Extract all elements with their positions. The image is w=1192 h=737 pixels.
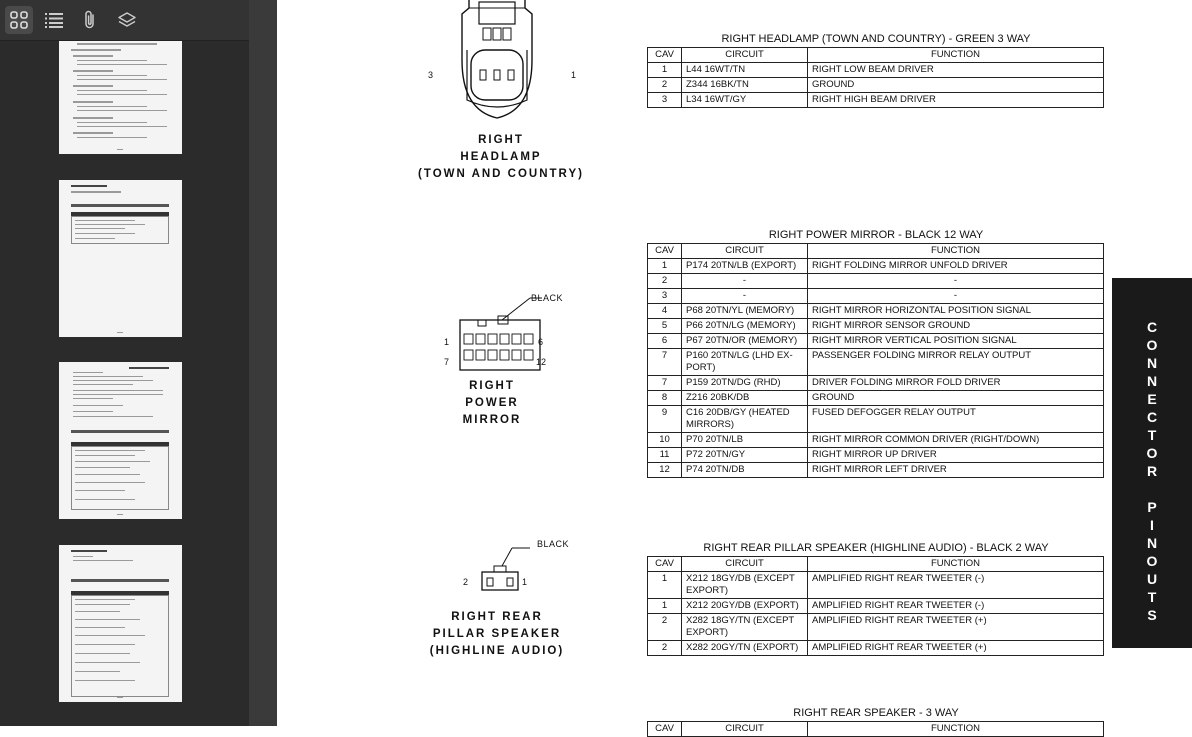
side-tab-word: P I N O U T S <box>1146 499 1158 623</box>
connector-title: RIGHT POWER MIRROR - BLACK 12 WAY <box>768 229 984 241</box>
cavity-cell: 12 <box>648 463 682 478</box>
column-header: CIRCUIT <box>682 244 808 259</box>
sidebar-toolbar <box>0 0 249 41</box>
function-cell: AMPLIFIED RIGHT REAR TWEETER (-) <box>808 599 1104 614</box>
function-cell: AMPLIFIED RIGHT REAR TWEETER (+) <box>808 641 1104 656</box>
circuit-cell: L44 16WT/TN <box>682 63 808 78</box>
pinout-table <box>647 721 1104 737</box>
table-row <box>648 433 1104 448</box>
circuit-cell: X212 20GY/DB (EXPORT) <box>682 599 808 614</box>
cavity-cell: 8 <box>648 391 682 406</box>
function-cell: AMPLIFIED RIGHT REAR TWEETER (-) <box>808 572 1104 599</box>
sidebar-splitter[interactable] <box>249 0 277 726</box>
circuit-cell: Z344 16BK/TN <box>682 78 808 93</box>
table-row <box>648 63 1104 78</box>
column-header: FUNCTION <box>808 244 1104 259</box>
cavity-cell: 1 <box>648 572 682 599</box>
function-cell: GROUND <box>808 391 1104 406</box>
table-row <box>648 349 1104 376</box>
cavity-cell: 11 <box>648 448 682 463</box>
column-header: FUNCTION <box>808 722 1104 737</box>
pin-number-label: 3 <box>428 70 434 80</box>
cavity-cell: 5 <box>648 319 682 334</box>
function-cell: RIGHT HIGH BEAM DRIVER <box>808 93 1104 108</box>
column-header: CAV <box>648 557 682 572</box>
circuit-cell: Z216 20BK/DB <box>682 391 808 406</box>
function-cell: FUSED DEFOGGER RELAY OUTPUT <box>808 406 1104 433</box>
table-row <box>648 274 1104 289</box>
column-header: CIRCUIT <box>682 722 808 737</box>
pin-number-label: 2 <box>463 577 469 587</box>
table-header-row <box>648 48 1104 63</box>
table-row <box>648 289 1104 304</box>
cavity-cell: 4 <box>648 304 682 319</box>
function-cell: RIGHT FOLDING MIRROR UNFOLD DRIVER <box>808 259 1104 274</box>
table-row <box>648 259 1104 274</box>
table-row <box>648 614 1104 641</box>
side-tab-label <box>1112 318 1192 624</box>
pin-number-label: 1 <box>444 337 450 347</box>
page-thumbnail[interactable] <box>59 41 182 154</box>
connector-label: RIGHT HEADLAMP (TOWN AND COUNTRY) <box>418 134 584 180</box>
color-label: BLACK <box>537 539 570 549</box>
function-cell: RIGHT MIRROR HORIZONTAL POSITION SIGNAL <box>808 304 1104 319</box>
function-cell: RIGHT MIRROR LEFT DRIVER <box>808 463 1104 478</box>
cavity-cell: 7 <box>648 349 682 376</box>
function-cell: RIGHT MIRROR VERTICAL POSITION SIGNAL <box>808 334 1104 349</box>
function-cell: RIGHT MIRROR UP DRIVER <box>808 448 1104 463</box>
circuit-cell: P66 20TN/LG (MEMORY) <box>682 319 808 334</box>
function-cell: RIGHT MIRROR COMMON DRIVER (RIGHT/DOWN) <box>808 433 1104 448</box>
table-row <box>648 304 1104 319</box>
connector-title: RIGHT REAR SPEAKER - 3 WAY <box>793 707 959 719</box>
cavity-cell: 2 <box>648 641 682 656</box>
pin-number-label: 6 <box>538 337 544 347</box>
function-cell: AMPLIFIED RIGHT REAR TWEETER (+) <box>808 614 1104 641</box>
circuit-cell: X212 18GY/DB (EXCEPT EXPORT) <box>682 572 808 599</box>
circuit-cell: - <box>682 289 808 304</box>
circuit-cell: P72 20TN/GY <box>682 448 808 463</box>
circuit-cell: P68 20TN/YL (MEMORY) <box>682 304 808 319</box>
table-row <box>648 334 1104 349</box>
headlamp-connector-diagram <box>427 0 577 125</box>
outline-button[interactable] <box>40 6 68 34</box>
outline-icon <box>44 11 64 29</box>
page-thumbnail[interactable] <box>59 545 182 702</box>
cavity-cell: 2 <box>648 614 682 641</box>
column-header: FUNCTION <box>808 48 1104 63</box>
cavity-cell: 2 <box>648 78 682 93</box>
color-label: BLACK <box>531 293 564 303</box>
cavity-cell: 1 <box>648 599 682 614</box>
column-header: CAV <box>648 48 682 63</box>
circuit-cell: P159 20TN/DG (RHD) <box>682 376 808 391</box>
function-cell: PASSENGER FOLDING MIRROR RELAY OUTPUT <box>808 349 1104 376</box>
pinout-table <box>647 47 1104 108</box>
pin-number-label: 1 <box>522 577 528 587</box>
pin-number-label: 12 <box>536 357 547 367</box>
layers-icon <box>117 11 137 29</box>
connector-title: RIGHT HEADLAMP (TOWN AND COUNTRY) - GREEN 3 WAY <box>721 33 1031 45</box>
column-header: CIRCUIT <box>682 48 808 63</box>
table-row <box>648 319 1104 334</box>
paperclip-icon <box>82 10 98 30</box>
circuit-cell: P67 20TN/OR (MEMORY) <box>682 334 808 349</box>
table-row <box>648 391 1104 406</box>
page-thumbnail[interactable] <box>59 362 182 519</box>
circuit-cell: L34 16WT/GY <box>682 93 808 108</box>
column-header: CIRCUIT <box>682 557 808 572</box>
table-row <box>648 641 1104 656</box>
table-row <box>648 406 1104 433</box>
circuit-cell: X282 18GY/TN (EXCEPT EXPORT) <box>682 614 808 641</box>
function-cell: - <box>808 289 1104 304</box>
connector-label: RIGHT REAR PILLAR SPEAKER (HIGHLINE AUDIO) <box>429 611 565 657</box>
function-cell: RIGHT MIRROR SENSOR GROUND <box>808 319 1104 334</box>
table-row <box>648 93 1104 108</box>
table-row <box>648 572 1104 599</box>
cavity-cell: 3 <box>648 289 682 304</box>
document-page <box>277 0 1192 734</box>
connector-pinouts-side-tab <box>1112 278 1192 648</box>
cavity-cell: 1 <box>648 259 682 274</box>
pin-number-label: 7 <box>444 357 450 367</box>
thumbnail-sidebar <box>0 0 249 726</box>
cavity-cell: 7 <box>648 376 682 391</box>
circuit-cell: C16 20DB/GY (HEATED MIRRORS) <box>682 406 808 433</box>
circuit-cell: P160 20TN/LG (LHD EX-PORT) <box>682 349 808 376</box>
circuit-cell: P74 20TN/DB <box>682 463 808 478</box>
table-header-row <box>648 722 1104 737</box>
function-cell: - <box>808 274 1104 289</box>
table-header-row <box>648 557 1104 572</box>
circuit-cell: P174 20TN/LB (EXPORT) <box>682 259 808 274</box>
cavity-cell: 2 <box>648 274 682 289</box>
pin-number-label: 1 <box>571 70 577 80</box>
connector-title: RIGHT REAR PILLAR SPEAKER (HIGHLINE AUDIO) - BLACK 2 WAY <box>703 542 1049 554</box>
cavity-cell: 6 <box>648 334 682 349</box>
cavity-cell: 9 <box>648 406 682 433</box>
table-row <box>648 376 1104 391</box>
cavity-cell: 1 <box>648 63 682 78</box>
column-header: FUNCTION <box>808 557 1104 572</box>
thumbnails-icon <box>10 11 28 29</box>
circuit-cell: P70 20TN/LB <box>682 433 808 448</box>
thumbnails-button[interactable] <box>5 6 33 34</box>
attachments-button[interactable] <box>76 6 104 34</box>
column-header: CAV <box>648 244 682 259</box>
column-header: CAV <box>648 722 682 737</box>
table-row <box>648 599 1104 614</box>
function-cell: DRIVER FOLDING MIRROR FOLD DRIVER <box>808 376 1104 391</box>
page-thumbnail[interactable] <box>59 180 182 337</box>
function-cell: GROUND <box>808 78 1104 93</box>
connector-label: RIGHT POWER MIRROR <box>462 380 522 426</box>
layers-button[interactable] <box>113 6 141 34</box>
table-header-row <box>648 244 1104 259</box>
function-cell: RIGHT LOW BEAM DRIVER <box>808 63 1104 78</box>
table-row <box>648 448 1104 463</box>
side-tab-word: C O N N E C T O R <box>1146 319 1158 479</box>
circuit-cell: X282 20GY/TN (EXPORT) <box>682 641 808 656</box>
circuit-cell: - <box>682 274 808 289</box>
table-row <box>648 78 1104 93</box>
cavity-cell: 10 <box>648 433 682 448</box>
pinout-table <box>647 243 1104 478</box>
table-row <box>648 463 1104 478</box>
cavity-cell: 3 <box>648 93 682 108</box>
pinout-table <box>647 556 1104 656</box>
